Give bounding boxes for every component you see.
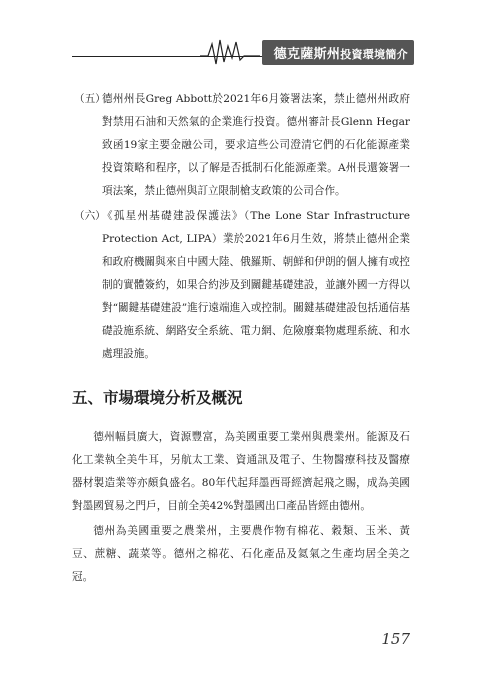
list-item-text: 德州州長Greg Abbott於2021年6月簽署法案，禁止德州州政府對禁用石油和天然氣的企業進行投資。德州審計長Glenn Hegar致函19家主要金融公司，要求這些公司澄清它們的石化能源產業投資策略和程序，以了解是否抵制石化能源產業。A州長還簽署一項法案，禁止德州與訂立限制槍支政策的公司合作。: [102, 93, 410, 197]
section-heading: 五、市場環境分析及概況: [72, 388, 243, 407]
paragraph: 德州為美國重要之農業州，主要農作物有棉花、穀類、玉米、黃豆、蔗糖、蔬菜等。德州之棉花、石化產品及氦氣之生產均居全美之冠。: [72, 525, 410, 583]
header-title: [262, 40, 414, 65]
page-number: 157: [381, 630, 410, 648]
list-item-number: （六）: [74, 210, 106, 222]
list-item: [72, 88, 410, 203]
heartbeat-wave-icon: [200, 36, 260, 66]
page-header: [0, 0, 480, 70]
header-title-main: 德克薩斯州: [273, 47, 341, 62]
list-item-text: 《孤星州基礎建設保護法》（The Lone Star Infrastructure Protection Act, LIPA）業於2021年6月生效，將禁止德州企業和政府機關與來自中國大陸、俄羅斯、朝鮮和伊朗的個人擁有或控制的實體簽約，如果合約涉及到關鍵基礎建設，並讓外國一方得以對“關鍵基礎建設”進行遠端進入或控制。關鍵基礎建設包括通信基礎設施系統、網路安全系統、電力網、危險廢棄物處理系統、和水處理設施。: [102, 210, 410, 360]
header-title-sub: 投資環境簡介: [340, 48, 408, 61]
list-item-number: （五）: [74, 93, 106, 105]
list-item: [72, 205, 410, 366]
page-content: [72, 88, 410, 589]
paragraph: 德州幅員廣大，資源豐富，為美國重要工業州與農業州。能源及石化工業執全美牛耳，另航太工業、資通訊及電子、生物醫療科技及醫療器材製造業等亦頗負盛名。80年代起拜墨西哥經濟起飛之賜，成為美國對墨國貿易之門戶，目前全美42%對墨國出口產品皆經由德州。: [72, 431, 410, 512]
